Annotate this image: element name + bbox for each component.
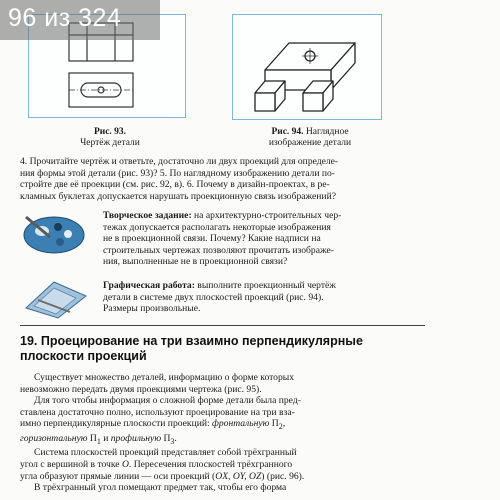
graphic-work: Графическая работа: выполните проекционный чертёж детали в системе двух плоскостей проекций (рис. 94). Размеры произвольные.	[103, 280, 336, 315]
palette-icon	[20, 207, 88, 257]
section-title: 19. Проецирование на три взаимно перпендикулярные плоскости проекций	[20, 334, 363, 363]
figure-94-caption: Рис. 94. Наглядное изображение детали	[268, 127, 352, 148]
section-divider	[20, 325, 425, 326]
page-counter: 96 из 324	[0, 0, 160, 40]
figure-94-frame	[232, 14, 382, 120]
body-text: Существует множество деталей, информацию о форме которых невозможно передать двумя проекциями чертежа (рис. 95). Для того чтобы информация о сложной форме детали была пред- ставлена достаточно полно, используют проецирование на три вза- имно перпендикулярные плоскости проекций: фронтальную $П_2$, горизонтальную $П_1$ и профильную $П_3$. Система плоскостей проекций представляет собой трёхгранный угол с вершиной в точке O. Пересечения плоскостей трёхгранного угла образуют прямые линии — оси проекций (OX, OY, OZ) (рис. 96). В трёхгранный угол помещают предмет так, чтобы его форма	[20, 372, 305, 494]
figure-93-caption: Рис. 93. Чертёж детали	[80, 127, 140, 148]
questions-block: 4. Прочитайте чертёж и ответьте, достаточно ли двух проекций для определе- ния формы этой детали (рис. 93)? 5. По наглядному изображению детали по- стройте две её проекции (см. рис. 92, в). 6. Почему в дизайн-проектах, в ре- кламных буклетах допускается нарушать проекционную связь изображений?	[20, 156, 339, 202]
drafting-tools-icon	[24, 278, 88, 320]
creative-task: Творческое задание: на архитектурно-строительных чер- тежах допускается располагать некоторые изображения не в проекционной связи. Почему? Какие надписи на строительных чертежах позволяют прочитать изображе- ния, выполненные не в проекционной связи?	[103, 210, 342, 268]
figure-94-drawing	[233, 15, 381, 119]
